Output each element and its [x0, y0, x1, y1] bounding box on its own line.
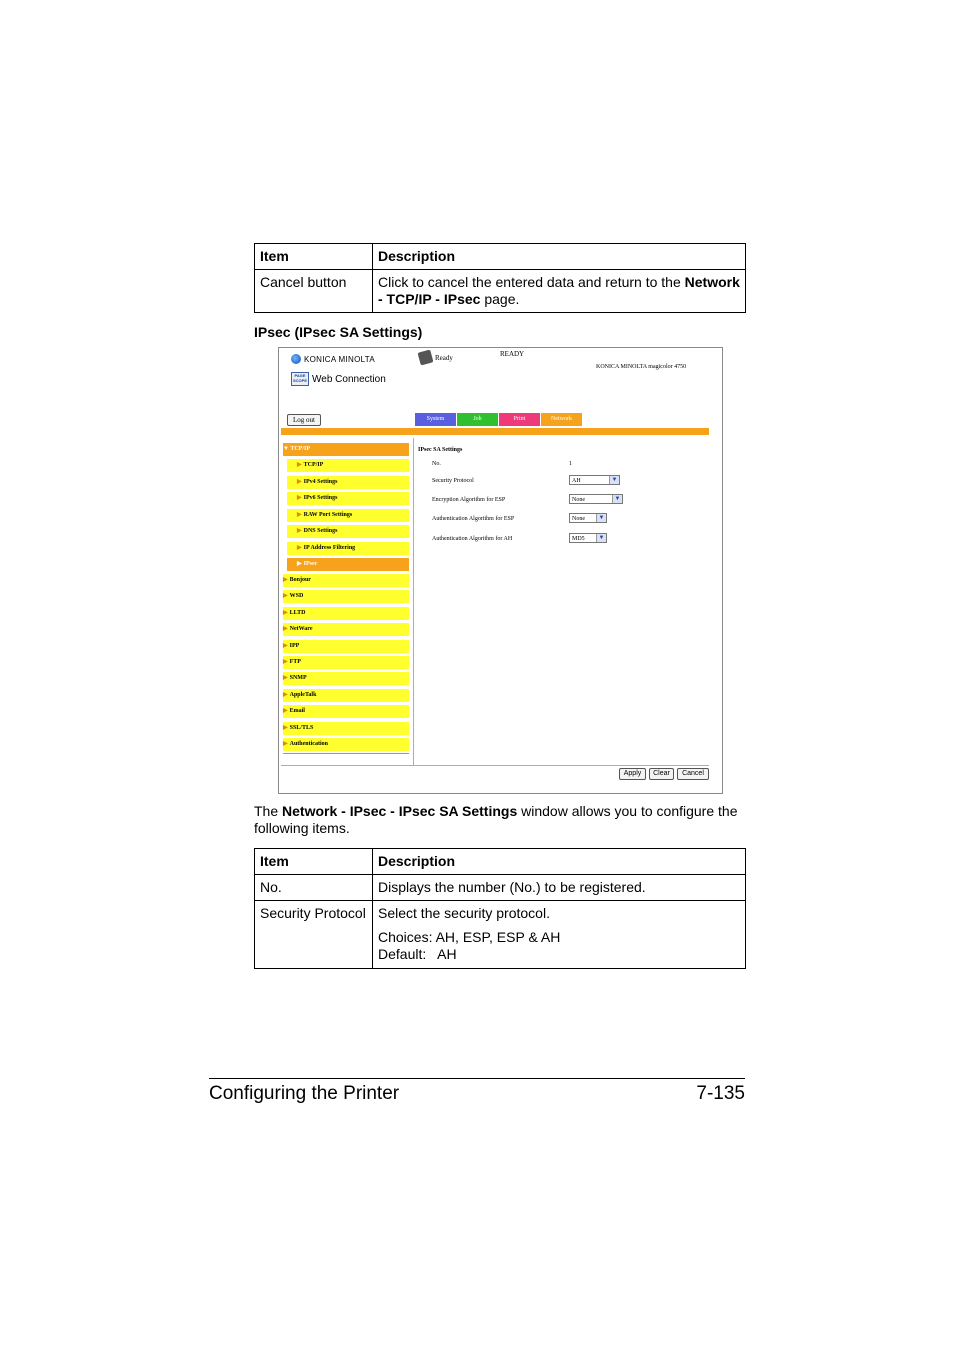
tab-label: Job: [473, 416, 482, 422]
nav-label: TCP/IP: [303, 462, 324, 468]
nav-divider: [283, 753, 409, 754]
nav-item-ftp[interactable]: [283, 656, 409, 669]
brand-text: KONICA MINOLTA: [304, 354, 376, 364]
cell-item: Security Protocol: [255, 901, 373, 969]
status-label: Ready: [435, 354, 453, 362]
select-value: AH: [572, 478, 581, 484]
footer-rule: [209, 1078, 745, 1079]
triangle-icon: ▶: [297, 478, 302, 485]
triangle-icon: ▶: [283, 724, 288, 731]
page-number: 7-135: [696, 1083, 745, 1104]
triangle-icon: ▶: [283, 675, 288, 682]
chevron-down-icon: ▼: [596, 534, 606, 542]
select-value: None: [572, 516, 585, 522]
nav-item-ipv6-settings[interactable]: [287, 492, 409, 505]
desc-default: Default: AH: [378, 946, 457, 962]
nav-label: ▼ TCP/IP: [283, 446, 310, 452]
cell-description: [373, 901, 746, 969]
triangle-icon: ▶: [283, 691, 288, 698]
triangle-icon: ▶: [283, 593, 288, 600]
nav-item-authentication[interactable]: [283, 738, 409, 751]
nav-parent-tcpip[interactable]: [283, 443, 409, 456]
nav-label: IPsec: [303, 561, 318, 567]
nav-label: IPv4 Settings: [303, 478, 338, 485]
footer-title: Configuring the Printer: [209, 1083, 400, 1104]
nav-label: SSL/TLS: [289, 724, 314, 731]
nav-label: NetWare: [289, 626, 313, 633]
nav-item-email[interactable]: [283, 705, 409, 718]
nav-label: RAW Port Settings: [303, 511, 353, 518]
field-label-auth-ah: Authentication Algorithm for AH: [432, 536, 513, 542]
cell-item: Cancel button: [255, 270, 373, 313]
nav-item-snmp[interactable]: [283, 672, 409, 685]
nav-item-ipv4-settings[interactable]: [287, 476, 409, 489]
nav-item-ipsec[interactable]: [287, 558, 409, 571]
nav-item-netware[interactable]: [283, 623, 409, 636]
triangle-icon: ▶: [297, 544, 302, 551]
field-label-no: No.: [432, 461, 441, 467]
triangle-icon: ▶: [297, 495, 302, 501]
tab-label: Print: [513, 416, 526, 422]
nav-item-raw-port-settings[interactable]: [287, 509, 409, 522]
intro-text: window allows you to configure the following items.: [254, 803, 738, 836]
triangle-icon: ▶: [283, 609, 288, 616]
desc-text: Select the security protocol.: [378, 905, 550, 921]
triangle-icon: ▶: [283, 708, 288, 715]
field-label-security-protocol: Security Protocol: [432, 478, 474, 484]
desc-bold: Network - TCP/IP - IPsec: [378, 274, 740, 307]
chevron-down-icon: ▼: [612, 495, 622, 503]
table-row: [255, 901, 746, 969]
nav-label: AppleTalk: [289, 691, 317, 698]
web-connection-logo: [291, 372, 386, 386]
globe-icon: [291, 354, 301, 364]
clear-button[interactable]: Clear: [649, 768, 674, 780]
triangle-icon: ▶: [297, 462, 302, 468]
desc-choices: Choices: AH, ESP, ESP & AH: [378, 929, 561, 945]
triangle-icon: ▶: [297, 511, 302, 518]
intro-bold: Network - IPsec - IPsec SA Settings: [282, 803, 518, 819]
status-value: READY: [500, 350, 525, 358]
column-divider: [413, 438, 414, 765]
field-value-no: 1: [569, 461, 572, 467]
cell-item: No.: [255, 875, 373, 901]
section-heading: IPsec (IPsec SA Settings): [254, 324, 423, 340]
chevron-down-icon: ▼: [609, 476, 619, 484]
desc-text: Click to cancel the entered data and return to the: [378, 274, 685, 290]
triangle-icon: ▶: [283, 577, 288, 583]
logout-button[interactable]: Log out: [287, 414, 321, 426]
nav-label: FTP: [289, 659, 301, 665]
triangle-icon: ▶: [283, 741, 288, 747]
auth-ah-select[interactable]: [569, 533, 607, 543]
triangle-icon: ▶: [283, 642, 288, 649]
tab-label: Network: [551, 416, 572, 422]
field-label-encryption-esp: Encryption Algorithm for ESP: [432, 497, 506, 503]
header-description: Description: [373, 244, 746, 270]
select-value: MD5: [572, 536, 585, 542]
intro-paragraph: [254, 803, 744, 837]
nav-label: SNMP: [289, 675, 307, 682]
nav-item-dns-settings[interactable]: [287, 525, 409, 538]
printer-icon: [418, 350, 434, 366]
cell-description: [373, 270, 746, 313]
apply-button[interactable]: Apply: [619, 768, 646, 780]
nav-label: WSD: [289, 593, 304, 600]
nav-item-bonjour[interactable]: [283, 574, 409, 587]
footer-line: [281, 765, 709, 766]
konica-minolta-logo: [291, 354, 375, 364]
nav-item-tcp-ip[interactable]: [287, 459, 409, 472]
triangle-icon: ▶: [283, 659, 288, 665]
tab-label: System: [426, 416, 445, 422]
encryption-esp-select[interactable]: [569, 494, 623, 504]
triangle-icon: ▶: [297, 528, 302, 534]
tab-system[interactable]: [415, 413, 456, 426]
nav-item-ipp[interactable]: [283, 640, 409, 653]
header-description: Description: [373, 849, 746, 875]
nav-label: Bonjour: [289, 577, 311, 583]
nav-item-appletalk[interactable]: [283, 689, 409, 702]
auth-esp-select[interactable]: [569, 513, 607, 523]
table-row: [255, 270, 746, 313]
cancel-button[interactable]: Cancel: [677, 768, 709, 780]
web-connection-screenshot: [278, 347, 723, 794]
security-protocol-select[interactable]: [569, 475, 620, 485]
tab-job[interactable]: [457, 413, 498, 426]
desc-text: page.: [480, 291, 520, 307]
nav-item-lltd[interactable]: [283, 607, 409, 620]
cell-description: Displays the number (No.) to be registered.: [373, 875, 746, 901]
nav-label: Email: [289, 708, 305, 715]
pagescope-icon: PAGE SCOPE: [291, 372, 309, 386]
tab-print[interactable]: [499, 413, 540, 426]
nav-label: DNS Settings: [303, 528, 338, 534]
intro-text: The: [254, 803, 283, 819]
table-row: [255, 875, 746, 901]
field-label-auth-esp: Authentication Algorithm for ESP: [432, 516, 515, 522]
nav-label: IPv6 Settings: [303, 495, 338, 501]
nav-label: IP Address Filtering: [303, 544, 356, 551]
description-table-1: [254, 243, 746, 313]
nav-label: LLTD: [289, 609, 306, 616]
device-model: KONICA MINOLTA magicolor 4750: [596, 364, 687, 370]
tab-network[interactable]: [541, 413, 582, 426]
web-connection-text: Web Connection: [312, 373, 386, 385]
nav-label: IPP: [289, 642, 300, 649]
triangle-icon: ▶: [297, 561, 302, 567]
description-table-2: [254, 848, 746, 969]
triangle-icon: ▶: [283, 626, 288, 633]
select-value: None: [572, 497, 585, 503]
nav-label: Authentication: [289, 741, 328, 747]
header-item: Item: [255, 244, 373, 270]
nav-item-ssl-tls[interactable]: [283, 722, 409, 735]
chevron-down-icon: ▼: [596, 514, 606, 522]
header-bar: [281, 428, 709, 435]
form-title: IPsec SA Settings: [418, 447, 463, 453]
header-item: Item: [255, 849, 373, 875]
nav-item-wsd[interactable]: [283, 590, 409, 603]
nav-item-ip-address-filtering[interactable]: [287, 542, 409, 555]
